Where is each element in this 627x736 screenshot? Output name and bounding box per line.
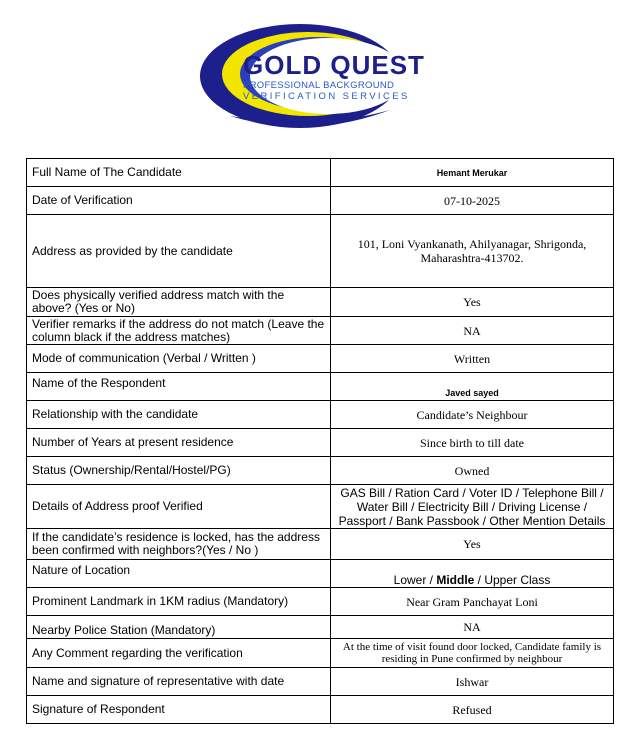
value-nature-of-location-text: [394, 561, 551, 587]
value-respondent-signature: Refused: [331, 696, 614, 724]
value-years-at-residence: Since birth to till date: [331, 429, 614, 457]
label-address-proof: Details of Address proof Verified: [27, 485, 331, 529]
row-status: [27, 457, 614, 485]
logo-tagline-2: VERIFICATION SERVICES: [243, 91, 410, 102]
label-representative: Name and signature of representative with date: [27, 668, 331, 696]
label-residence-locked: If the candidate’s residence is locked, has the address been confirmed with neighbors?(Yes / No ): [27, 529, 331, 560]
label-years-at-residence: Number of Years at present residence: [27, 429, 331, 457]
value-mode-of-communication: Written: [331, 345, 614, 373]
logo-letters-uest: UEST: [351, 50, 425, 80]
row-police-station: [27, 616, 614, 639]
logo-wordmark: [243, 52, 458, 78]
logo-letters-old: OLD: [264, 50, 323, 80]
label-nature-of-location-text: Nature of Location: [32, 563, 131, 577]
value-address: 101, Loni Vyankanath, Ahilyanagar, Shrigonda, Maharashtra-413702.: [331, 215, 614, 288]
row-address: [27, 215, 614, 288]
row-verifier-remarks: [27, 317, 614, 345]
location-option-middle: Middle: [436, 572, 475, 587]
row-years-at-residence: [27, 429, 614, 457]
value-residence-locked: Yes: [331, 529, 614, 560]
location-option-lower: Lower /: [393, 572, 437, 587]
label-respondent-name-text: Name of the Respondent: [32, 376, 166, 390]
row-respondent-name: [27, 373, 614, 401]
row-address-match: [27, 288, 614, 317]
row-respondent-signature: [27, 696, 614, 724]
value-address-proof: GAS Bill / Ration Card / Voter ID / Telephone Bill / Water Bill / Electricity Bill / Driving License / Passport / Bank Passbook / Other Mention Details: [331, 485, 614, 529]
label-police-station: [27, 616, 331, 639]
label-nature-of-location: [27, 560, 331, 588]
label-address: Address as provided by the candidate: [27, 215, 331, 288]
row-nature-of-location: [27, 560, 614, 588]
logo-text: [243, 52, 458, 102]
label-address-match: Does physically verified address match with the above? (Yes or No): [27, 288, 331, 317]
row-residence-locked: [27, 529, 614, 560]
value-relationship: Candidate’s Neighbour: [331, 401, 614, 429]
row-relationship: [27, 401, 614, 429]
value-status: Owned: [331, 457, 614, 485]
label-landmark: Prominent Landmark in 1KM radius (Mandatory): [27, 588, 331, 616]
value-candidate-name: Hemant Merukar: [331, 159, 614, 187]
value-respondent-name: [331, 373, 614, 401]
label-date-of-verification: Date of Verification: [27, 187, 331, 215]
row-representative: [27, 668, 614, 696]
value-comment: At the time of visit found door locked, Candidate family is residing in Pune confirmed by neighbour: [331, 639, 614, 668]
location-option-upper: / Upper Class: [474, 572, 551, 587]
row-mode-of-communication: [27, 345, 614, 373]
logo-letter-g: G: [243, 50, 265, 80]
label-status: Status (Ownership/Rental/Hostel/PG): [27, 457, 331, 485]
value-address-match: Yes: [331, 288, 614, 317]
value-respondent-name-text: Javed sayed: [445, 387, 499, 398]
label-respondent-signature: Signature of Respondent: [27, 696, 331, 724]
value-police-station: NA: [331, 616, 614, 639]
logo-letter-q: Q: [330, 50, 352, 80]
label-police-station-text: Nearby Police Station (Mandatory): [32, 622, 216, 637]
value-date-of-verification: 07-10-2025: [331, 187, 614, 215]
label-relationship: Relationship with the candidate: [27, 401, 331, 429]
value-verifier-remarks: NA: [331, 317, 614, 345]
label-respondent-name: [27, 373, 331, 401]
label-mode-of-communication: Mode of communication (Verbal / Written ): [27, 345, 331, 373]
row-date-of-verification: [27, 187, 614, 215]
logo-tagline-1: PROFESSIONAL BACKGROUND: [243, 80, 395, 91]
value-landmark: Near Gram Panchayat Loni: [331, 588, 614, 616]
value-nature-of-location: [331, 560, 614, 588]
verification-table: [26, 158, 614, 724]
row-landmark: [27, 588, 614, 616]
label-candidate-name: Full Name of The Candidate: [27, 159, 331, 187]
label-comment: Any Comment regarding the verification: [27, 639, 331, 668]
row-candidate-name: [27, 159, 614, 187]
label-verifier-remarks: Verifier remarks if the address do not match (Leave the column black if the address matches): [27, 317, 331, 345]
row-address-proof: [27, 485, 614, 529]
row-comment: [27, 639, 614, 668]
value-representative: Ishwar: [331, 668, 614, 696]
